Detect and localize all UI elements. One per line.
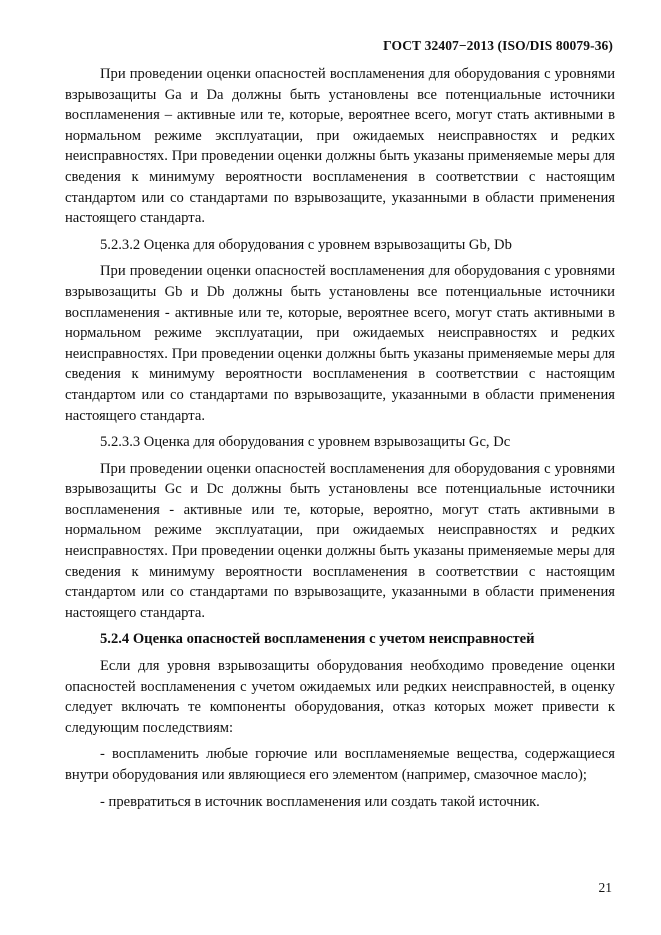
subsection-heading-5-2-3-2: 5.2.3.2 Оценка для оборудования с уровнем взрывозащиты Gb, Db: [100, 236, 512, 253]
paragraph-gb-db: При проведении оценки опасностей воспламенения для оборудования с уровнями взрывозащиты Gb и Db должны быть установлены все потенциальные источники воспламенения - активные или те, которые, вероятнее всего, могут стать активными в нормальном режиме эксплуатации, при ожидаемых неисправностях и редких неисправностях. При проведении оценки должны быть указаны применяемые меры для сведения к минимуму вероятности воспламенения в соответствии с настоящим стандартом или со стандартами по взрывозащите, указанными в области применения настоящего стандарта.: [65, 263, 615, 424]
section-heading-5-2-4: 5.2.4 Оценка опасностей воспламенения с учетом неисправностей: [100, 631, 535, 648]
list-item-become-ignition-source: - превратиться в источник воспламенения или создать такой источник.: [100, 793, 540, 810]
paragraph-ga-da: При проведении оценки опасностей воспламенения для оборудования с уровнями взрывозащиты Ga и Da должны быть установлены все потенциальные источники воспламенения – активные или те, которые, вероятнее всего, могут стать активными в нормальном режиме эксплуатации, при ожидаемых неисправностях и редких неисправностях. При проведении оценки должны быть указаны применяемые меры для сведения к минимуму вероятности воспламенения в соответствии с настоящим стандартом или со стандартами по взрывозащите, указанными в области применения настоящего стандарта.: [65, 66, 615, 227]
paragraph-gc-dc: При проведении оценки опасностей воспламенения для оборудования с уровнями взрывозащиты Gc и Dc должны быть установлены все потенциальные источники воспламенения - активные или те, которые, вероятно, могут стать активными в нормальном режиме эксплуатации, при ожидаемых неисправностях и редких неисправностях. При проведении оценки должны быть указаны применяемые меры для сведения к минимуму вероятности воспламенения в соответствии с настоящим стандартом или со стандартами по взрывозащите, указанными в области применения настоящего стандарта.: [65, 460, 615, 621]
document-header: ГОСТ 32407−2013 (ISO/DIS 80079-36): [383, 38, 613, 53]
paragraph-fault-assessment: Если для уровня взрывозащиты оборудования необходимо проведение оценки опасностей воспламенения с учетом ожидаемых или редких неисправностей, в оценку следует включать те компоненты оборудования, отказ которых может привести к следующим последствиям:: [65, 658, 615, 736]
subsection-heading-5-2-3-3: 5.2.3.3 Оценка для оборудования с уровнем взрывозащиты Gc, Dc: [100, 434, 511, 451]
document-body: [65, 64, 615, 818]
list-item-ignite-substances: - воспламенить любые горючие или воспламеняемые вещества, содержащиеся внутри оборудования или являющиеся его элементом (например, смазочное масло);: [65, 746, 615, 783]
page-number: 21: [598, 880, 612, 895]
